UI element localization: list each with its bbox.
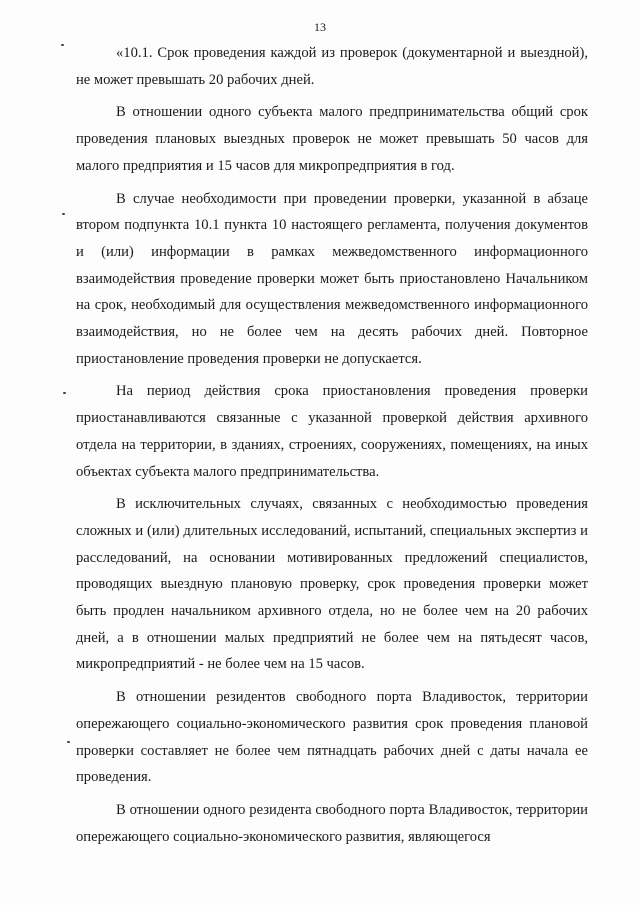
paragraph-6: В отношении резидентов свободного порта Владивосток, территории опережающего социально-экономического развития срок проведения плановой проверки составляет не более чем пятнадцать рабочих дней с даты начала ее проведения. <box>76 689 588 786</box>
paragraph-3: В случае необходимости при проведении проверки, указанной в абзаце втором подпункта 10.1 пункта 10 настоящего регламента, получения документов и (или) информации в рамках межведомственного информационного взаимодействия проведение проверки может быть приостановлено Начальником на срок, необходимый для осуществления межведомственного информационного взаимодействия, но не более чем на десять рабочих дней. Повторное приостановление проведения проверки не допускается. <box>76 190 588 367</box>
document-body <box>76 40 588 856</box>
paragraph-4: На период действия срока приостановления проведения проверки приостанавливаются связанные с указанной проверкой действия архивного отдела на территории, в зданиях, строениях, сооружениях, помещениях, на иных объектах субъекта малого предпринимательства. <box>76 383 588 480</box>
paragraph-2: В отношении одного субъекта малого предпринимательства общий срок проведения плановых выездных проверок не может превышать 50 часов для малого предприятия и 15 часов для микропредприятия в год. <box>76 104 588 174</box>
scan-speck <box>67 741 70 743</box>
scan-speck <box>62 213 65 215</box>
page-number: 13 <box>314 20 326 34</box>
paragraph-1: «10.1. Срок проведения каждой из проверок (документарной и выездной), не может превышать 20 рабочих дней. <box>76 45 588 88</box>
scan-speck <box>63 392 66 394</box>
scan-speck <box>61 44 64 46</box>
paragraph-5: В исключительных случаях, связанных с необходимостью проведения сложных и (или) длительных исследований, испытаний, специальных экспертиз и расследований, на основании мотивированных предложений специалистов, проводящих выездную плановую проверку, срок проведения проверки может быть продлен начальником архивного отдела, но не более чем на 20 рабочих дней, а в отношении малых предприятий не более чем на пятьдесят часов, микропредприятий - не более чем на 15 часов. <box>76 496 588 673</box>
paragraph-7: В отношении одного резидента свободного порта Владивосток, территории опережающего социально-экономического развития, являющегося <box>76 801 588 845</box>
